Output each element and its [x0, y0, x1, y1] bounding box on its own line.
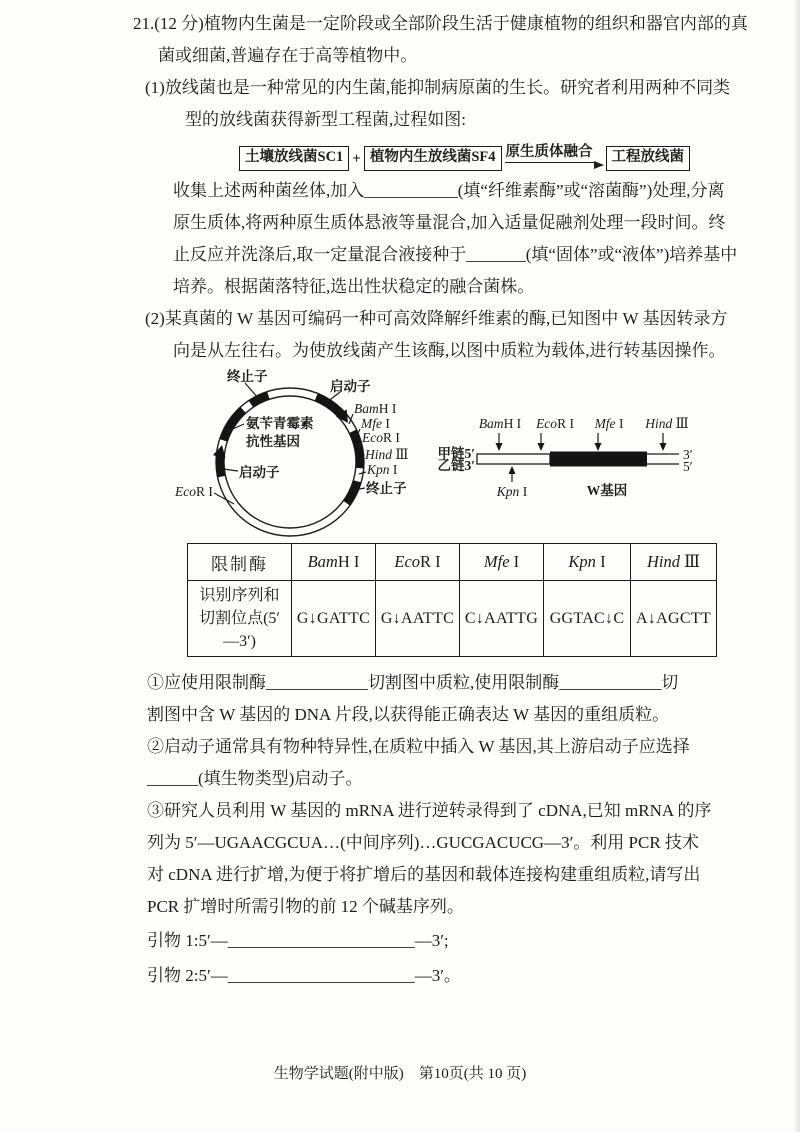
seq-ecori: G↓AATTC [376, 581, 460, 657]
table-header-enzyme: 限制酶 [188, 544, 292, 581]
sub2-line-1: ②启动子通常具有物种特异性,在质粒中插入 W 基因,其上游启动子应选择 [147, 737, 690, 756]
cut-site-down-arrows [496, 433, 667, 451]
strand-a-label: 甲链5′ [437, 446, 475, 461]
protoplast-fusion-arrow [505, 140, 594, 163]
q21-intro-line-2: 菌或细菌,普遍存在于高等植物中。 [158, 46, 418, 65]
mfei-name: Mfe [483, 552, 510, 571]
part1-line-1: (1)放线菌也是一种常见的内生菌,能抑制病原菌的生长。研究者利用两种不同类 [145, 78, 731, 97]
table-header-kpni [544, 544, 631, 581]
sub2-line-2: ______(填生物类型)启动子。 [147, 769, 363, 788]
promoter-left-segment [220, 456, 221, 477]
table-sequence-row [188, 581, 717, 657]
linear-hindiii-label: Hind Ⅲ [645, 416, 689, 431]
seq-hindiii: A↓AGCTT [631, 581, 717, 657]
amp-resistance-label-line-2: 抗性基因 [246, 434, 300, 449]
plus-sign: + [352, 151, 361, 167]
hindiii-name: Hind [646, 552, 680, 571]
kpni-up-arrow [509, 466, 516, 482]
dna-open-box [477, 454, 550, 464]
primer-2-line: 引物 2:5′—______________________—3′。 [147, 966, 461, 985]
plasmid-and-linear-map [170, 367, 750, 539]
end-5-label: 5′ [683, 459, 693, 474]
table-header-hindiii [631, 544, 717, 581]
plasmid-ecori-bottom-label: EcoR I [175, 484, 213, 499]
w-gene-box [550, 452, 647, 467]
question-21 [133, 8, 783, 993]
gene-diagrams [170, 367, 783, 539]
mfei-suffix: I [509, 552, 520, 571]
primer-1-line: 引物 1:5′—______________________—3′; [147, 931, 449, 950]
table-header-mfei [460, 544, 544, 581]
part1-para-line-3: 止反应并洗涤后,取一定量混合液接种于_______(填“固体”或“液体”)培养基中 [173, 245, 738, 264]
w-gene-label: W基因 [586, 483, 628, 498]
table-header-row [188, 544, 717, 581]
linear-kpni-label: Kpn I [496, 484, 528, 499]
restriction-enzyme-table [187, 543, 717, 657]
plasmid-hindiii-label: Hind Ⅲ [365, 447, 409, 462]
fusion-arrow-label: 原生质体融合 [505, 140, 594, 163]
part1-para-line-2: 原生质体,将两种原生质体悬液等量混合,加入适量促融剂处理一段时间。终 [173, 213, 726, 232]
part1-line-2: 型的放线菌获得新型工程菌,过程如图: [185, 110, 466, 129]
terminator-top-segment [251, 395, 269, 404]
sub3-line-1: ③研究人员利用 W 基因的 mRNA 进行逆转录得到了 cDNA,已知 mRNA 的序 [147, 801, 712, 820]
sub1-line-1: ①应使用限制酶____________切割图中质粒,使用限制酶____________切 [147, 673, 679, 692]
hindiii-suffix: Ⅲ [679, 552, 701, 571]
plasmid-diagram [174, 368, 408, 536]
part2-line-1: (2)某真菌的 W 基因可编码一种可高效降解纤维素的酶,已知图中 W 基因转录方 [145, 309, 728, 328]
page-footer: 生物学试题(附中版) 第10页(共 10 页) [273, 1066, 527, 1082]
plasmid-promoter-top-label: 启动子 [330, 379, 371, 394]
kpni-name: Kpn [568, 552, 596, 571]
kpni-suffix: I [595, 552, 606, 571]
table-header-ecori [376, 544, 460, 581]
flow-box-engineered-actinomycete: 工程放线菌 [606, 146, 691, 171]
flow-box-soil-actinomycete: 土壤放线菌SC1 [239, 146, 349, 171]
linear-mfei-label: Mfe I [594, 416, 624, 431]
sub3-line-3: 对 cDNA 进行扩增,为便于将扩增后的基因和载体连接构建重组质粒,请写出 [147, 865, 701, 884]
ecori-name: Eco [394, 552, 421, 571]
scan-edge-shadow [793, 0, 800, 1132]
linear-ecori-label: EcoR I [536, 416, 574, 431]
part2-line-2: 向是从左往右。为使放线菌产生该酶,以图中质粒为载体,进行转基因操作。 [173, 341, 726, 360]
linear-bamhi-label: BamH I [478, 416, 522, 431]
ecori-suffix: R I [420, 552, 441, 571]
engineering-strain-flowchart [239, 140, 783, 171]
bamhi-name: Bam [307, 552, 338, 571]
strand-b-label: 乙链3′ [437, 458, 475, 473]
sub3-line-2: 列为 5′—UGAACGCUA…(中间序列)…GUCGACUCG—3′。利用 PCR 技术 [147, 833, 699, 852]
sub3-line-4: PCR 扩增时所需引物的前 12 个碱基序列。 [147, 897, 464, 916]
bamhi-suffix: H I [337, 552, 360, 571]
seq-kpni: GGTAC↓C [544, 581, 631, 657]
part1-para-line-1: 收集上述两种菌丝体,加入___________(填“纤维素酶”或“溶菌酶”)处理,分离 [173, 181, 725, 200]
plasmid-promoter-left-label: 启动子 [239, 465, 280, 480]
plasmid-kpni-label: Kpn I [367, 462, 398, 477]
plasmid-bamhi-label: BamH I [354, 401, 397, 416]
q21-intro-line-1: 21.(12 分)植物内生菌是一定阶段或全部阶段生活于健康植物的组织和器官内部的真 [133, 14, 748, 33]
sub1-line-2: 割图中含 W 基因的 DNA 片段,以获得能正确表达 W 基因的重组质粒。 [147, 705, 670, 724]
plasmid-mfei-label: Mfe I [361, 416, 390, 431]
flow-box-endophytic-actinomycete: 植物内生放线菌SF4 [364, 146, 502, 171]
linear-gene-map [437, 416, 692, 499]
table-row-label: 识别序列和切割位点(5′—3′) [188, 581, 292, 657]
plasmid-terminator-top-label: 终止子 [227, 369, 268, 384]
end-3-label: 3′ [683, 447, 693, 462]
arrow-head-icon [594, 161, 604, 169]
leader-terminator-top [245, 383, 259, 399]
table-header-bamhi [292, 544, 376, 581]
amp-resistance-label-line-1: 氨苄青霉素 [246, 416, 314, 431]
part1-para-line-4: 培养。根据菌落特征,选出性状稳定的融合菌株。 [173, 277, 535, 296]
plasmid-ecori-label: EcoR I [362, 430, 400, 445]
seq-mfei: C↓AATTG [460, 581, 544, 657]
plasmid-terminator-right-label: 终止子 [366, 481, 407, 496]
seq-bamhi: G↓GATTC [292, 581, 376, 657]
